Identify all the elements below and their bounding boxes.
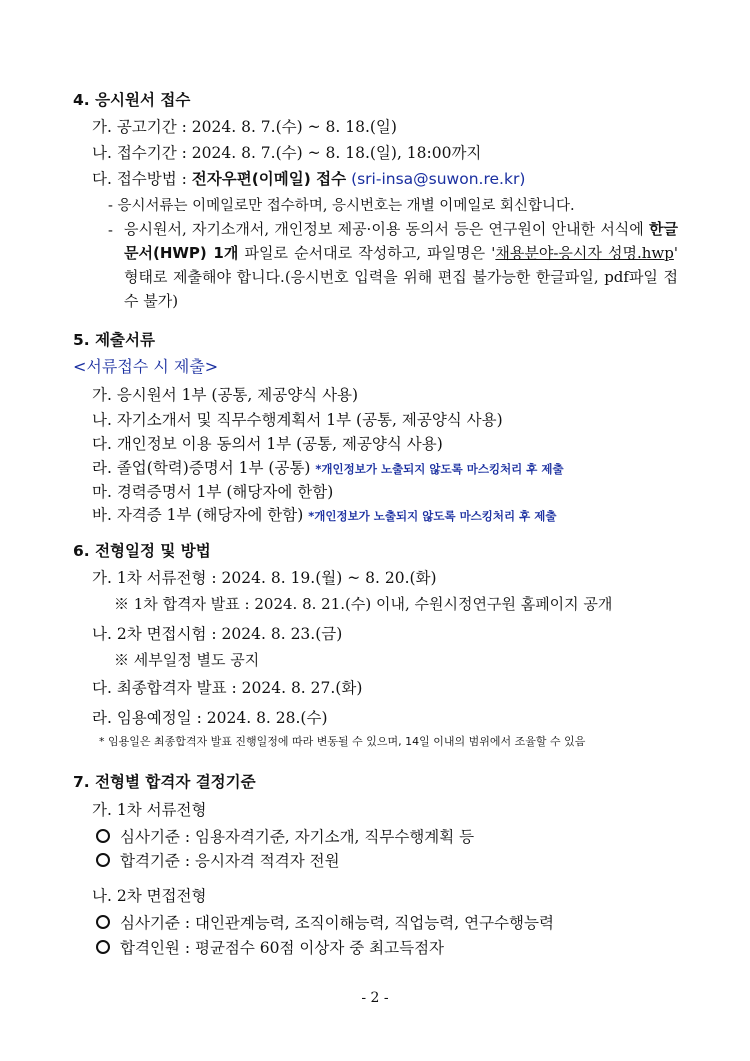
s7-item-b1-text: 심사기준 : 대인관계능력, 조직이해능력, 직업능력, 연구수행능력: [120, 914, 554, 932]
s4-item-c-email: (sri-insa@suwon.re.kr): [351, 170, 526, 188]
s5-item-1: 가. 응시원서 1부 (공통, 제공양식 사용): [92, 386, 359, 404]
s5-item-4-text: 라. 졸업(학력)증명서 1부 (공통): [92, 459, 311, 477]
s5-item-3: 다. 개인정보 이용 동의서 1부 (공통, 제공양식 사용): [92, 435, 443, 453]
s4-item-c-method: 전자우편(이메일) 접수: [191, 170, 347, 188]
s5-item-4-mask-note: *개인정보가 노출되지 않도록 마스킹처리 후 제출: [315, 462, 564, 476]
s4-item-c-prefix: 다. 접수방법 :: [92, 170, 192, 188]
section-6-title: 6. 전형일정 및 방법: [73, 542, 211, 560]
s5-item-2: 나. 자기소개서 및 직무수행계획서 1부 (공통, 제공양식 사용): [92, 411, 503, 429]
s4-item-b: 나. 접수기간 : 2024. 8. 7.(수) ~ 8. 18.(일), 18:00까지: [92, 144, 482, 162]
s4-item-a: 가. 공고기간 : 2024. 8. 7.(수) ~ 8. 18.(일): [92, 118, 397, 136]
s7-item-a2-text: 합격기준 : 응시자격 적격자 전원: [120, 852, 340, 870]
s5-item-4: [92, 458, 564, 479]
circle-bullet-icon: [96, 829, 110, 843]
s4-note-2-part3: ' 형태로 제출해야 합니다.(응시번호 입력을 위해 편집 불가능한 한글파일, pdf파일 접수 불가): [124, 244, 678, 310]
s7-item-a1: [96, 827, 474, 847]
s7-item-b2: [96, 938, 444, 958]
s4-note-2-filename: 채용분야-응시자 성명.hwp: [495, 244, 674, 262]
s7-item-b1: [96, 913, 554, 933]
s7-item-a1-text: 심사기준 : 임용자격기준, 자기소개, 직무수행계획 등: [120, 828, 475, 846]
section-7-title: 7. 전형별 합격자 결정기준: [73, 773, 256, 791]
s4-note-2-part1: 응시원서, 자기소개서, 개인정보 제공·이용 동의서 등은 연구원이 안내한 서식에: [124, 220, 650, 238]
circle-bullet-icon: [96, 915, 110, 929]
s4-note-2: [124, 217, 678, 313]
s5-subtitle: <서류접수 시 제출>: [73, 357, 219, 376]
s4-item-c: [92, 169, 525, 189]
s4-note-1: - 응시서류는 이메일로만 접수하며, 응시번호는 개별 이메일로 회신합니다.: [108, 198, 575, 214]
s5-item-5: 마. 경력증명서 1부 (해당자에 한함): [92, 483, 334, 501]
s6-item-a: 가. 1차 서류전형 : 2024. 8. 19.(월) ~ 8. 20.(화): [92, 569, 437, 587]
s4-note-2-dash: -: [108, 223, 113, 239]
s6-item-d-note: * 임용일은 최종합격자 발표 진행일정에 따라 변동될 수 있으며, 14일 이내의 범위에서 조율할 수 있음: [99, 735, 586, 748]
s4-note-2-hwp: 한글문서(HWP) 1개: [124, 220, 678, 262]
section-5-title: 5. 제출서류: [73, 331, 155, 349]
s5-item-6-text: 바. 자격증 1부 (해당자에 한함): [92, 506, 304, 524]
s7-item-b2-text: 합격인원 : 평균점수 60점 이상자 중 최고득점자: [120, 939, 445, 957]
s7-item-a2: [96, 851, 340, 871]
s6-item-b-note: ※ 세부일정 별도 공지: [114, 651, 260, 669]
s7-item-b: 나. 2차 면접전형: [92, 887, 207, 905]
s7-item-a: 가. 1차 서류전형: [92, 801, 207, 819]
page-number: - 2 -: [361, 990, 389, 1006]
s6-item-a-note: ※ 1차 합격자 발표 : 2024. 8. 21.(수) 이내, 수원시정연구원 홈페이지 공개: [114, 595, 613, 613]
s6-item-c: 다. 최종합격자 발표 : 2024. 8. 27.(화): [92, 679, 363, 697]
section-4-title: 4. 응시원서 접수: [73, 91, 191, 109]
s6-item-b: 나. 2차 면접시험 : 2024. 8. 23.(금): [92, 625, 343, 643]
s6-item-d: 라. 임용예정일 : 2024. 8. 28.(수): [92, 709, 328, 727]
circle-bullet-icon: [96, 853, 110, 867]
circle-bullet-icon: [96, 940, 110, 954]
s5-item-6-mask-note: *개인정보가 노출되지 않도록 마스킹처리 후 제출: [308, 509, 557, 523]
s4-note-2-part2: 파일로 순서대로 작성하고, 파일명은 ': [238, 244, 496, 262]
s5-item-6: [92, 505, 556, 526]
